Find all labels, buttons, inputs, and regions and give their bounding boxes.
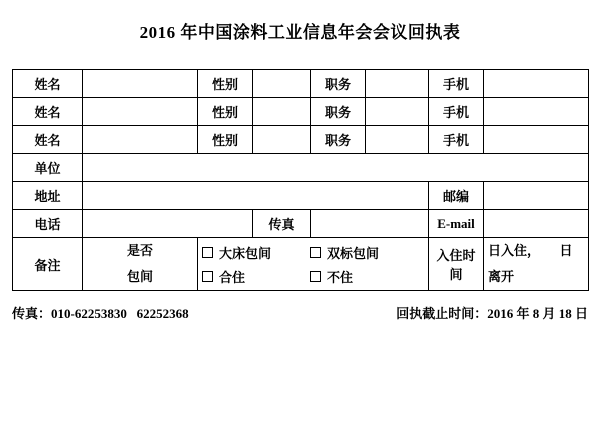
fax-field[interactable] (311, 210, 429, 238)
option-label-big-bed: 大床包间 (219, 245, 272, 261)
gender-label-3: 性别 (198, 126, 253, 154)
checkbox-icon-no-stay[interactable] (310, 271, 321, 282)
checkbox-icon-share-room[interactable] (202, 271, 213, 282)
email-label: E-mail (429, 210, 484, 238)
table-row-contact (13, 210, 589, 238)
table-row-person-1 (13, 70, 589, 98)
phone-label: 电话 (13, 210, 83, 238)
table-row-person-2 (13, 98, 589, 126)
room-question-line-1: 是否 (126, 243, 153, 258)
option-share-room[interactable] (202, 267, 310, 286)
position-field-3[interactable] (366, 126, 429, 154)
name-label-2: 姓名 (13, 98, 83, 126)
table-row-address (13, 182, 589, 210)
mobile-label-2: 手机 (429, 98, 484, 126)
option-big-bed[interactable] (202, 243, 310, 262)
gender-label-2: 性别 (198, 98, 253, 126)
remark-label: 备注 (13, 238, 83, 291)
position-field-1[interactable] (366, 70, 429, 98)
footer-deadline-text: 回执截止时间：2016 年 8 月 18 日 (396, 306, 588, 321)
room-options-cell (198, 238, 429, 291)
position-label-2: 职务 (311, 98, 366, 126)
name-field-2[interactable] (83, 98, 198, 126)
name-label-3: 姓名 (13, 126, 83, 154)
option-no-stay[interactable] (310, 267, 353, 286)
address-field[interactable] (83, 182, 429, 210)
name-label-1: 姓名 (13, 70, 83, 98)
gender-field-1[interactable] (253, 70, 311, 98)
footer-fax-text: 传真：010-62253830 62252368 (12, 306, 189, 321)
position-label-1: 职务 (311, 70, 366, 98)
mobile-label-3: 手机 (429, 126, 484, 154)
checkin-time-field[interactable] (484, 238, 589, 291)
company-label: 单位 (13, 154, 83, 182)
table-row-company (13, 154, 589, 182)
checkin-line-2: 离开 (488, 269, 515, 284)
position-label-3: 职务 (311, 126, 366, 154)
receipt-form-page (0, 18, 600, 438)
room-question-text (87, 238, 193, 290)
page-title: 2016 年中国涂料工业信息年会会议回执表 (139, 23, 461, 42)
gender-field-3[interactable] (253, 126, 311, 154)
name-field-1[interactable] (83, 70, 198, 98)
checkbox-icon-twin-room[interactable] (310, 247, 321, 258)
postcode-field[interactable] (484, 182, 589, 210)
checkbox-icon-big-bed[interactable] (202, 247, 213, 258)
form-table-container (12, 69, 588, 291)
phone-field[interactable] (83, 210, 253, 238)
checkin-line-1: 日入住， 日 (488, 243, 573, 258)
option-twin-room[interactable] (310, 243, 379, 262)
option-label-share-room: 合住 (219, 269, 246, 285)
company-field[interactable] (83, 154, 589, 182)
postcode-label: 邮编 (429, 182, 484, 210)
room-question-cell (83, 238, 198, 291)
room-question-line-2: 包间 (126, 269, 153, 284)
room-options-list (202, 238, 424, 290)
mobile-label-1: 手机 (429, 70, 484, 98)
mobile-field-3[interactable] (484, 126, 589, 154)
checkin-time-label: 入住时间 (429, 238, 484, 291)
position-field-2[interactable] (366, 98, 429, 126)
room-options-row-2 (202, 264, 424, 288)
footer (12, 303, 588, 322)
address-label: 地址 (13, 182, 83, 210)
registration-form-table (12, 69, 589, 291)
room-options-row-1 (202, 240, 424, 264)
email-field[interactable] (484, 210, 589, 238)
name-field-3[interactable] (83, 126, 198, 154)
table-row-remark (13, 238, 589, 291)
fax-label: 传真 (253, 210, 311, 238)
option-label-no-stay: 不住 (327, 269, 354, 285)
mobile-field-2[interactable] (484, 98, 589, 126)
table-row-person-3 (13, 126, 589, 154)
option-label-twin-room: 双标包间 (327, 245, 380, 261)
gender-field-2[interactable] (253, 98, 311, 126)
mobile-field-1[interactable] (484, 70, 589, 98)
gender-label-1: 性别 (198, 70, 253, 98)
